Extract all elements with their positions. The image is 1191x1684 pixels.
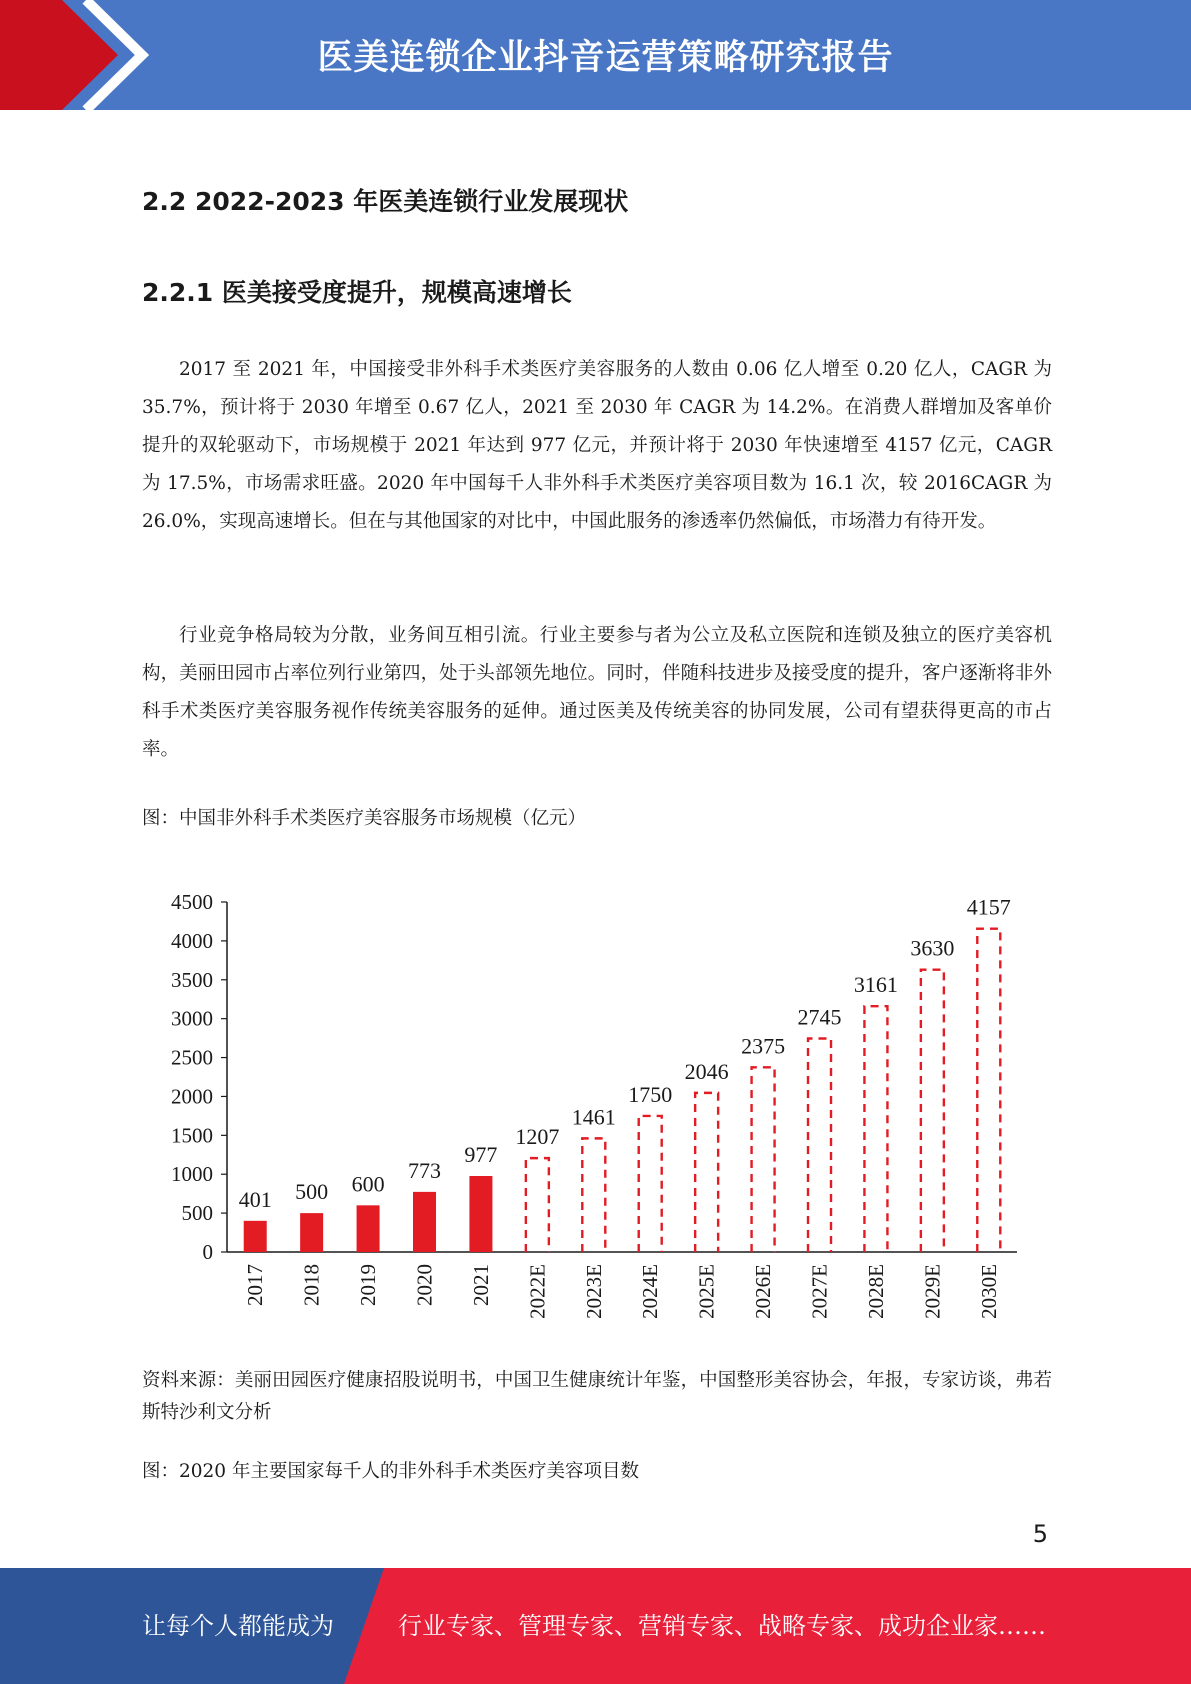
actual-bar xyxy=(300,1213,323,1252)
section-heading: 2.2 2022-2023 年医美连锁行业发展现状 xyxy=(142,187,629,216)
x-category-label: 2027E xyxy=(807,1264,832,1319)
x-category-label: 2021 xyxy=(468,1264,493,1306)
actual-bar xyxy=(357,1205,380,1252)
x-category-label: 2030E xyxy=(976,1264,1001,1319)
actual-bar xyxy=(469,1176,492,1252)
figure-caption-per-thousand: 图：2020 年主要国家每千人的非外科手术类医疗美容项目数 xyxy=(142,1461,639,1482)
x-category-label: 2026E xyxy=(751,1264,776,1319)
forecast-bar xyxy=(582,1138,605,1252)
y-tick-label: 0 xyxy=(202,1240,213,1264)
x-category-label: 2028E xyxy=(863,1264,888,1319)
bar-value-label: 977 xyxy=(464,1142,498,1168)
x-category-label: 2025E xyxy=(694,1264,719,1319)
x-category-label: 2019 xyxy=(356,1264,381,1306)
source-note: 资料来源：美丽田园医疗健康招股说明书，中国卫生健康统计年鉴，中国整形美容协会，年报，专家访谈，弗若斯特沙利文分析 xyxy=(142,1370,1052,1423)
bar-value-label: 3161 xyxy=(853,972,898,998)
x-category-label: 2029E xyxy=(920,1264,945,1319)
y-tick-label: 500 xyxy=(181,1201,213,1226)
report-title: 医美连锁企业抖音运营策略研究报告 xyxy=(317,38,894,78)
forecast-bar xyxy=(752,1067,775,1252)
body-paragraph-1: 2017 至 2021 年，中国接受非外科手术类医疗美容服务的人数由 0.06 亿人增至 0.20 亿人，CAGR 为 35.7%，预计将于 2030 年增至 0.67 亿人，2021 至 2030 年 CAGR 为 14.2%。在消费人群增加及客单价提升的双轮驱动下，市场规模于 2021 年达到 977 亿元，并预计将于 2030 年快速增至 4157 亿元，CAGR 为 17.5%，市场需求旺盛。2020 年中国每千人非外科手术类医疗美容项目数为 16.1 次，较 2016CAGR 为 26.0%，实现高速增长。但在与其他国家的对比中，中国此服务的渗透率仍然偏低，市场潜力有待开发。 xyxy=(142,359,1052,532)
x-category-label: 2017 xyxy=(243,1264,268,1306)
forecast-bar xyxy=(808,1039,831,1253)
y-tick-label: 4000 xyxy=(171,928,213,953)
y-tick-label: 3500 xyxy=(171,967,213,992)
bar-value-label: 2375 xyxy=(741,1033,786,1059)
forecast-bar xyxy=(864,1006,887,1252)
x-category-label: 2022E xyxy=(525,1264,550,1319)
bar-value-label: 773 xyxy=(408,1157,441,1183)
page-header xyxy=(0,0,1191,110)
y-tick-label: 4500 xyxy=(171,890,213,914)
forecast-bar xyxy=(526,1158,549,1252)
bar-value-label: 2745 xyxy=(797,1004,842,1030)
figure-caption-market-size: 图：中国非外科手术类医疗美容服务市场规模（亿元） xyxy=(142,808,587,829)
bar-value-label: 401 xyxy=(238,1186,272,1212)
bar-value-label: 4157 xyxy=(966,894,1011,920)
y-tick-label: 2000 xyxy=(171,1084,213,1109)
bar-value-label: 2046 xyxy=(684,1058,729,1084)
market-size-bar-chart xyxy=(142,880,1042,1340)
body-paragraph-2: 行业竞争格局较为分散，业务间互相引流。行业主要参与者为公立及私立医院和连锁及独立的医疗美容机构，美丽田园市占率位列行业第四，处于头部领先地位。同时，伴随科技进步及接受度的提升，客户逐渐将非外科手术类医疗美容服务视作传统美容服务的延伸。通过医美及传统美容的协同发展，公司有望获得更高的市占率。 xyxy=(142,625,1052,760)
x-category-label: 2018 xyxy=(299,1264,324,1306)
bar-value-label: 1750 xyxy=(628,1081,673,1107)
x-category-label: 2020 xyxy=(412,1264,437,1306)
x-category-label: 2023E xyxy=(581,1264,606,1319)
bar-value-label: 1461 xyxy=(571,1104,616,1130)
page-number: 5 xyxy=(1032,1520,1048,1548)
bar-value-label: 1207 xyxy=(515,1124,560,1150)
y-tick-label: 3000 xyxy=(171,1006,213,1031)
bar-value-label: 600 xyxy=(351,1171,385,1197)
y-tick-label: 1000 xyxy=(171,1162,213,1187)
forecast-bar xyxy=(977,929,1000,1252)
y-tick-label: 1500 xyxy=(171,1123,213,1148)
bar-value-label: 500 xyxy=(295,1179,329,1205)
page-footer xyxy=(0,1568,1191,1684)
bar-value-label: 3630 xyxy=(910,935,955,961)
forecast-bar xyxy=(695,1093,718,1252)
y-tick-label: 2500 xyxy=(171,1045,213,1070)
footer-slogan-right: 行业专家、管理专家、营销专家、战略专家、成功企业家…… xyxy=(398,1612,1046,1640)
forecast-bar xyxy=(639,1116,662,1252)
x-category-label: 2024E xyxy=(638,1264,663,1319)
subsection-heading: 2.2.1 医美接受度提升，规模高速增长 xyxy=(142,278,572,307)
actual-bar xyxy=(244,1221,267,1252)
forecast-bar xyxy=(921,970,944,1252)
actual-bar xyxy=(413,1192,436,1252)
footer-slogan-left: 让每个人都能成为 xyxy=(142,1612,334,1640)
